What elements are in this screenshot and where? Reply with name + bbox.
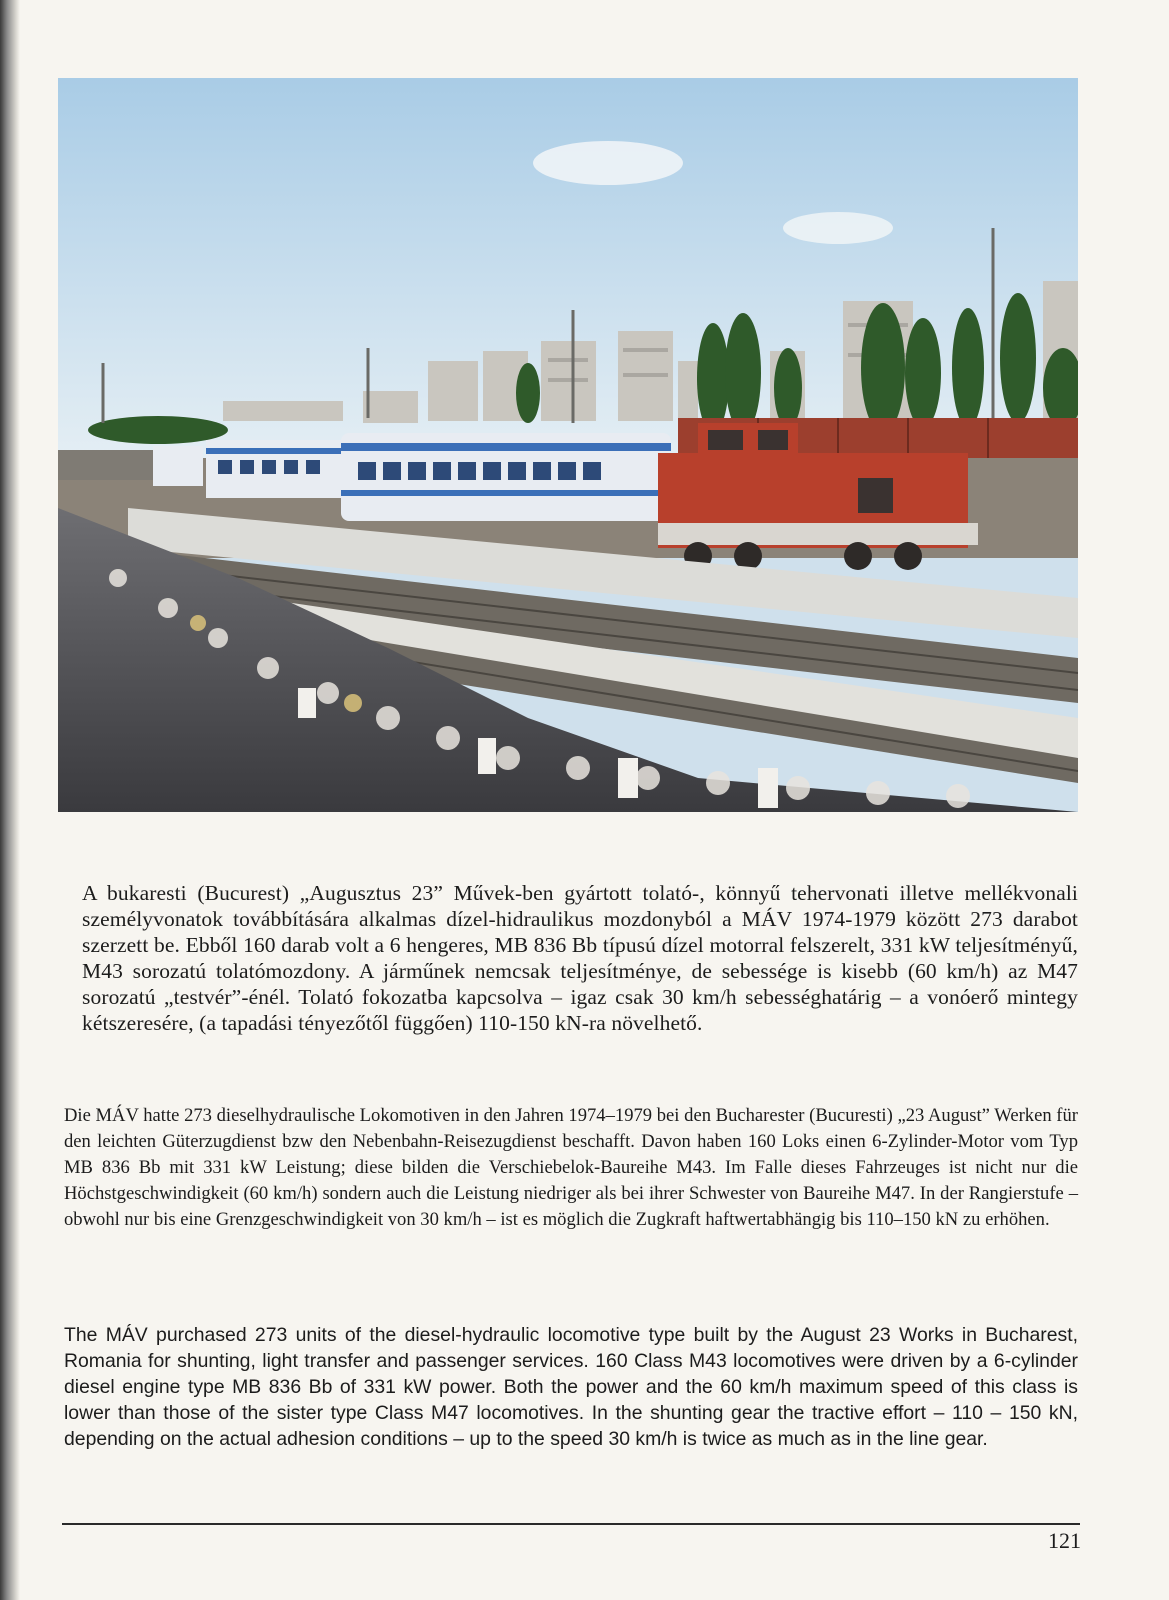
caption-hungarian: A bukaresti (Bucurest) „Augusztus 23” Művek-ben gyártott tolató-, könnyű tehervonati illetve mellékvonali személyvonatok továbbítására alkalmas dízel-hidraulikus mozdonyból a MÁV 1974-1979 között 273 darabot szerzett be. Ebből 160 darab volt a 6 hengeres, MB 836 Bb típusú dízel motorral felszerelt, 331 kW teljesítményű, M43 sorozatú tolatómozdony. A járműnek nemcsak teljesítménye, de sebessége is kisebb (60 km/h) az M47 sorozatú „testvér”-énél. Tolató fokozatba kapcsolva – igaz csak 30 km/h sebességhatárig – a vonóerő mintegy kétszeresére, (a tapadási tényezőtől függően) 110-150 kN-ra növelhető. [82,881,1078,1035]
binding-gutter [0,0,20,1600]
footer-rule [62,1523,1080,1525]
caption-german: Die MÁV hatte 273 dieselhydraulische Lokomotiven in den Jahren 1974–1979 bei den Bucharester (Bucuresti) „23 August” Werken für den leichten Güterzugdienst bzw den Nebenbahn-Reisezugdienst beschafft. Davon haben 160 Loks einen 6-Zylinder-Motor vom Typ MB 836 Bb mit 331 kW Leistung; diese bilden die Verschiebelok-Baureihe M43. Im Falle dieses Fahrzeuges ist nicht nur die Höchstgeschwindigkeit (60 km/h) sondern auch die Leistung niedriger als bei ihrer Schwester von Baureihe M47. In der Rangierstufe – obwohl nur bis eine Grenzgeschwindigkeit von 30 km/h – ist es möglich die Zugkraft haftwertabhängig bis 110–150 kN zu erhöhen. [64,1105,1078,1230]
railway-photo-icon [58,78,1078,812]
caption-english: The MÁV purchased 273 units of the diesel-hydraulic locomotive type built by the August 23 Works in Bucharest, Romania for shunting, light transfer and passenger services. 160 Class M43 locomotives were driven by a 6-cylinder diesel engine type MB 836 Bb of 331 kW power. Both the power and the 60 km/h maximum speed of this class is lower than those of the sister type Class M47 locomotives. In the shunting gear the tractive effort – 110 – 150 kN, depending on the actual adhesion conditions – up to the speed 30 km/h is twice as much as in the line gear. [64,1324,1078,1450]
railway-photo [58,78,1078,812]
page-number: 121 [1048,1528,1081,1553]
